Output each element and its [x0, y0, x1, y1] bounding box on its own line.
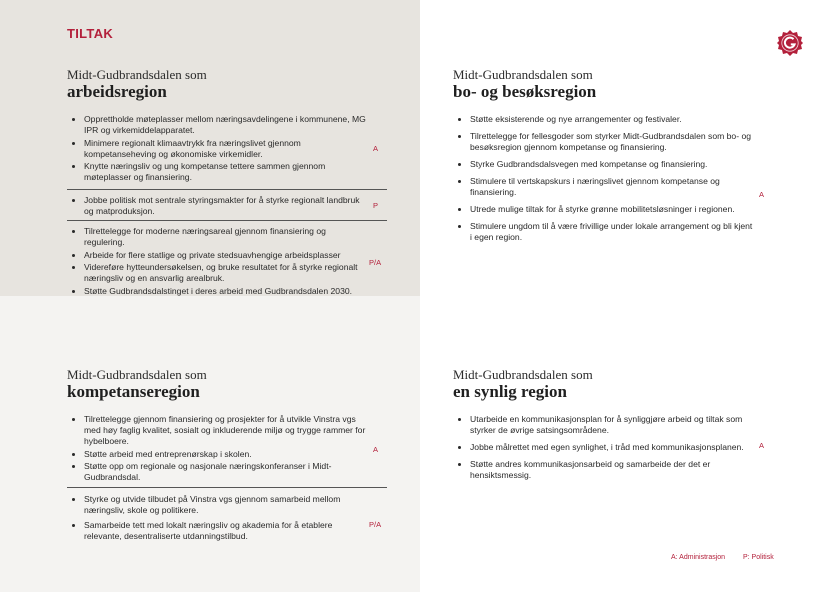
item-group-a: [67, 414, 367, 485]
list-item: • Styrke og utvide tilbudet på Vinstra vgs gjennom samarbeid mellom næringsliv, skole og politikere.: [84, 494, 367, 516]
crest-logo-icon: [776, 29, 804, 57]
list-item: • Knytte næringsliv og ung kompetanse tettere sammen gjennom møteplasser og finansiering.: [84, 161, 367, 183]
divider: [67, 189, 387, 190]
section-subtitle: Midt-Gudbrandsdalen som: [453, 367, 593, 382]
bullet-list: [453, 114, 753, 243]
list-item: • Støtte Gudbrandsdalstinget i deres arbeid med Gudbrandsdalen 2030.: [84, 286, 367, 297]
legend-politisk: P: Politisk: [743, 554, 774, 561]
responsibility-tag: P/A: [369, 258, 382, 267]
legend-administrasjon: A: Administrasjon: [671, 554, 726, 561]
list-item: • Støtte opp om regionale og nasjonale næringskonferanser i Midt-Gudbrandsdal.: [84, 461, 367, 483]
bullet-list: [67, 414, 367, 483]
bullet-list: [453, 414, 753, 481]
list-item: • Stimulere til vertskapskurs i næringslivet gjennom kompetanse og finansiering.: [470, 176, 753, 198]
list-item: • Arbeide for flere statlige og private stedsuavhengige arbeidsplasser: [84, 250, 367, 261]
item-group-pa: [67, 494, 367, 544]
responsibility-tag: P: [373, 201, 379, 210]
bullet-list: [67, 114, 367, 183]
list-item: • Tilrettelegge for fellesgoder som styrker Midt-Gudbrandsdalen som bo- og besøksregion gjennom kompetanse og finansiering.: [470, 131, 753, 153]
section-title: kompetanseregion: [67, 382, 200, 401]
list-item: • Jobbe målrettet med egen synlighet, i tråd med kommunikasjonsplanen.: [470, 442, 753, 453]
list-item: • Støtte arbeid med entreprenørskap i skolen.: [84, 449, 367, 460]
list-item: • Minimere regionalt klimaavtrykk fra næringslivet gjennom kompetanseheving og økonomiske virkemidler.: [84, 138, 367, 160]
section-subtitle: Midt-Gudbrandsdalen som: [67, 67, 207, 82]
list-item: • Styrke Gudbrandsdalsvegen med kompetanse og finansiering.: [470, 159, 753, 170]
item-group-p: [67, 195, 367, 219]
item-group-a: [67, 114, 367, 185]
list-item: • Samarbeide tett med lokalt næringsliv og akademia for å etablere relevante, desentraliserte utdanningstilbud.: [84, 520, 367, 542]
bullet-list: [67, 226, 367, 297]
list-item: • Støtte andres kommunikasjonsarbeid og samarbeide der det er hensiktsmessig.: [470, 459, 753, 481]
list-item: • Tilrettelegge gjennom finansiering og prosjekter for å utvikle Vinstra vgs med høy faglig kvalitet, sosialt og inkluderende miljø og trygge rammer for hybelboere.: [84, 414, 367, 447]
responsibility-tag: A: [373, 445, 379, 454]
list-item: • Stimulere ungdom til å være frivillige under lokale arrangement og bli kjent i egen region.: [470, 221, 753, 243]
responsibility-tag: A: [759, 441, 765, 450]
bullet-list: [67, 195, 367, 217]
list-item: • Opprettholde møteplasser mellom næringsavdelingene i kommunene, MG IPR og virkemiddelapparatet.: [84, 114, 367, 136]
list-item: • Utrede mulige tiltak for å styrke grønne mobilitetsløsninger i regionen.: [470, 204, 753, 215]
list-item: • Støtte eksisterende og nye arrangementer og festivaler.: [470, 114, 753, 125]
section-title: bo- og besøksregion: [453, 82, 597, 101]
bullet-list: [67, 494, 367, 542]
divider: [67, 220, 387, 221]
list-item: • Videreføre hytteundersøkelsen, og bruke resultatet for å styrke regionalt næringsliv og en ansvarlig arealbruk.: [84, 262, 367, 284]
responsibility-tag: A: [373, 144, 379, 153]
responsibility-tag: P/A: [369, 520, 382, 529]
responsibility-tag: A: [759, 190, 765, 199]
divider: [67, 487, 387, 488]
item-group-a: [453, 414, 753, 483]
item-group-a: [453, 114, 753, 249]
list-item: • Tilrettelegge for moderne næringsareal gjennom finansiering og regulering.: [84, 226, 367, 248]
page-label: TILTAK: [67, 26, 114, 41]
item-group-pa: [67, 226, 367, 298]
section-title: arbeidsregion: [67, 82, 167, 101]
section-subtitle: Midt-Gudbrandsdalen som: [453, 67, 593, 82]
section-subtitle: Midt-Gudbrandsdalen som: [67, 367, 207, 382]
list-item: • Jobbe politisk mot sentrale styringsmakter for å styrke regionalt landbruk og matproduksjon.: [84, 195, 367, 217]
section-title: en synlig region: [453, 382, 567, 401]
list-item: • Utarbeide en kommunikasjonsplan for å synliggjøre arbeid og tiltak som styrker de øvrige satsingsområdene.: [470, 414, 753, 436]
